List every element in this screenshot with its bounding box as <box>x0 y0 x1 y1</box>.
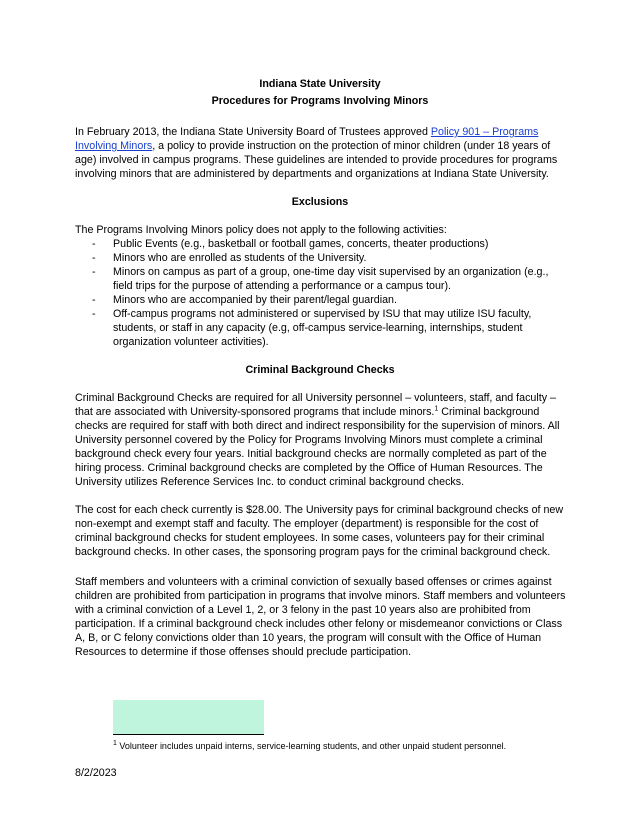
intro-paragraph <box>75 125 570 181</box>
footnote-text: Volunteer includes unpaid interns, service-learning students, and other unpaid student personnel. <box>116 741 507 751</box>
exclusions-list <box>75 237 570 349</box>
list-item <box>75 293 570 307</box>
bullet-dash: - <box>92 294 96 306</box>
exclusions-heading: Exclusions <box>291 196 349 208</box>
footer-date: 8/2/2023 <box>75 767 117 779</box>
list-item <box>75 251 570 265</box>
background-checks-heading: Criminal Background Checks <box>245 364 395 376</box>
footnote <box>113 740 573 752</box>
page-title: Procedures for Programs Involving Minors <box>211 95 429 107</box>
intro-text-before: In February 2013, the Indiana State University Board of Trustees approved <box>75 126 431 138</box>
intro-text-after: , a policy to provide instruction on the protection of minor children (under 18 years of age) involved in campus programs. These guidelines are intended to provide procedures for programs involving minors that are administered by departments and organizations at Indiana State University. <box>75 140 558 180</box>
bullet-dash: - <box>92 238 96 250</box>
paragraph-text: Criminal Background Checks are required for all University personnel – volunteers, staff, and faculty – that are associated with University-sponsored programs that include minors. <box>75 392 556 418</box>
list-item <box>75 265 570 293</box>
exclusion-text: Minors who are accompanied by their parent/legal guardian. <box>113 294 397 306</box>
exclusion-text: Minors who are enrolled as students of the University. <box>113 252 367 264</box>
bullet-dash: - <box>92 252 96 264</box>
footnote-separator <box>113 734 264 735</box>
background-checks-paragraph-2: The cost for each check currently is $28.00. The University pays for criminal background checks of new non-exempt and exempt staff and faculty. The employer (department) is responsible for the cost of criminal background checks for student employees. In some cases, volunteers pay for their criminal background checks. In other cases, the sponsoring program pays for the criminal background check. <box>75 504 564 558</box>
background-checks-paragraph-3: Staff members and volunteers with a criminal conviction of sexually based offenses or crimes against children are prohibited from participation in programs that involve minors. Staff members and volunteers with a criminal conviction of a Level 1, 2, or 3 felony in the past 10 years also are prohibited from participation. If a criminal background check includes other felony or misdemeanor convictions or Class A, B, or C felony convictions older than 10 years, the program will consult with the Office of Human Resources to determine if those offenses should preclude participation. <box>75 576 566 658</box>
exclusion-text: Off-campus programs not administered or supervised by ISU that may utilize ISU faculty, students, or staff in any capacity (e.g, off-campus service-learning, internships, student organization volunteer activities). <box>113 308 532 348</box>
exclusion-text: Public Events (e.g., basketball or football games, concerts, theater productions) <box>113 238 489 250</box>
list-item <box>75 307 570 349</box>
exclusion-text: Minors on campus as part of a group, one-time day visit supervised by an organization (e.g., field trips for the purpose of attending a performance or a campus tour). <box>113 266 549 292</box>
exclusions-lead: The Programs Involving Minors policy does not apply to the following activities: <box>75 224 447 236</box>
background-checks-paragraph-1 <box>75 391 570 489</box>
footnote-marker: 1 <box>113 740 117 747</box>
bullet-dash: - <box>92 266 96 278</box>
list-item <box>75 237 570 251</box>
bullet-dash: - <box>92 308 96 320</box>
paragraph-text: Criminal background checks are required for staff with both direct and indirect responsibility for the supervision of minors. All University personnel covered by the Policy for Programs Involving Minors must complete a criminal background check every four years. Initial background checks are normally completed as part of the hiring process. Criminal background checks are completed by the Office of Human Resources. The University utilizes Reference Services Inc. to conduct criminal background checks. <box>75 406 560 488</box>
policy-901-link[interactable]: Policy 901 – Programs Involving Minors <box>75 126 539 152</box>
institution-title: Indiana State University <box>259 78 381 90</box>
highlight-box <box>113 700 264 734</box>
footnote-reference: 1 <box>434 405 439 413</box>
